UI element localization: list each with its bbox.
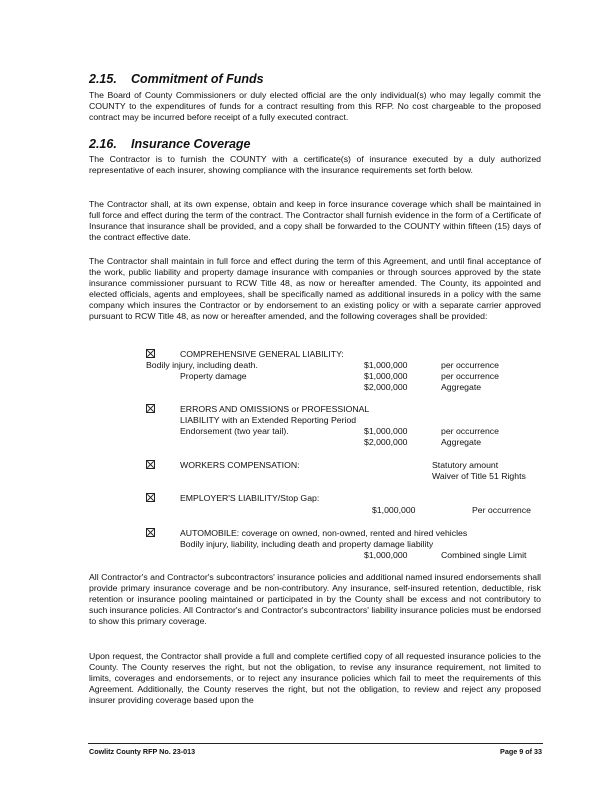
coverage-detail: Bodily injury, liability, including death and property damage liability <box>180 539 434 549</box>
section-heading <box>89 137 251 151</box>
checked-checkbox-icon <box>146 404 155 413</box>
checked-checkbox-icon <box>146 460 155 469</box>
paragraph: The Contractor shall, at its own expense, obtain and keep in force insurance coverage which shall be maintained in full force and effect during the term of the contract. The Contractor shall furnish evidence in the form of a Certificate of Insurance that insurance shall be provided, and a copy shall be forwarded to the COUNTY within fifteen (15) days of the contract effective date. <box>89 199 541 242</box>
coverage-basis: per occurrence <box>441 426 499 436</box>
checked-checkbox-icon <box>146 528 155 537</box>
footer-document-id: Cowlitz County RFP No. 23-013 <box>89 747 196 756</box>
section-title: Commitment of Funds <box>131 72 264 86</box>
section-number: 2.16. <box>89 137 117 151</box>
coverage-basis: Aggregate <box>441 437 482 447</box>
section-title: Insurance Coverage <box>131 137 251 151</box>
coverage-label: Property damage <box>180 371 247 381</box>
coverage-amount: $1,000,000 <box>364 360 408 370</box>
coverage-label: Endorsement (two year tail). <box>180 426 289 436</box>
footer-page-number: Page 9 of 33 <box>500 747 542 756</box>
coverage-amount: $1,000,000 <box>372 505 416 515</box>
coverage-basis: Combined single Limit <box>441 550 527 560</box>
coverage-basis: Waiver of Title 51 Rights <box>432 471 526 481</box>
coverage-title: LIABILITY with an Extended Reporting Period <box>180 415 357 425</box>
coverage-basis: per occurrence <box>441 371 499 381</box>
coverage-basis: Per occurrence <box>472 505 531 515</box>
paragraph: All Contractor's and Contractor's subcontractors' insurance policies and additional named insured endorsements shall provide primary insurance coverage and be non-contributory. Any insurance, self-insured retention, deductible, risk retention or insurance pooling maintained or participated in by the County shall be excess and not contributory to such insurance policies. All Contractor's and Contractor's subcontractors' liability insurance policies must be endorsed to show this primary coverage. <box>89 572 541 626</box>
section-number: 2.15. <box>89 72 117 86</box>
paragraph: The Contractor shall maintain in full force and effect during the term of this Agreement, and until final acceptance of the work, public liability and property damage insurance with companies or through sources approved by the state insurance commissioner pursuant to RCW Title 48, as now or hereafter amended. The County, its appointed and elected officials, agents and employees, shall be specifically named as additional insureds in a policy with the same company which insures the Contractor or by endorsement to an existing policy or with a separate carrier approved pursuant to RCW Title 48, as now or hereafter amended, and the following coverages shall be provided: <box>89 256 541 321</box>
coverage-title: ERRORS AND OMISSIONS or PROFESSIONAL <box>180 404 370 414</box>
section-heading <box>89 72 264 86</box>
paragraph: The Board of County Commissioners or duly elected official are the only individual(s) who may legally commit the COUNTY to the expenditures of funds for a contract resulting from this RFP. No cost chargeable to the proposed contract may be incurred before receipt of a fully executed contract. <box>89 90 541 122</box>
coverage-amount: $1,000,000 <box>364 550 408 560</box>
checked-checkbox-icon <box>146 493 155 502</box>
checked-checkbox-icon <box>146 349 155 358</box>
coverage-amount: $2,000,000 <box>364 437 408 447</box>
paragraph: Upon request, the Contractor shall provide a full and complete certified copy of all requested insurance policies to the County. The County reserves the right, but not the obligation, to revise any insurance requirement, not limited to limits, coverages and endorsements, or to reject any insurance policies which fail to meet the requirements of this Agreement. Additionally, the County reserves the right, but not the obligation, to review and reject any proposed insurer providing coverage based upon the <box>89 651 541 705</box>
coverage-amount: $1,000,000 <box>364 371 408 381</box>
coverage-title: COMPREHENSIVE GENERAL LIABILITY: <box>180 349 344 359</box>
paragraph: The Contractor is to furnish the COUNTY with a certificate(s) of insurance executed by a duly authorized representative of each insurer, showing compliance with the insurance requirements set forth below. <box>89 154 541 175</box>
coverage-basis: Aggregate <box>441 382 482 392</box>
coverage-amount: $2,000,000 <box>364 382 408 392</box>
coverage-label: Bodily injury, including death. <box>146 360 258 370</box>
coverage-amount: $1,000,000 <box>364 426 408 436</box>
coverage-title: WORKERS COMPENSATION: <box>180 460 300 470</box>
coverage-basis: Statutory amount <box>432 460 499 470</box>
coverage-title: AUTOMOBILE: coverage on owned, non-owned, rented and hired vehicles <box>180 528 468 538</box>
footer-rule <box>88 743 543 744</box>
coverage-basis: per occurrence <box>441 360 499 370</box>
coverage-title: EMPLOYER'S LIABILITY/Stop Gap: <box>180 493 320 503</box>
